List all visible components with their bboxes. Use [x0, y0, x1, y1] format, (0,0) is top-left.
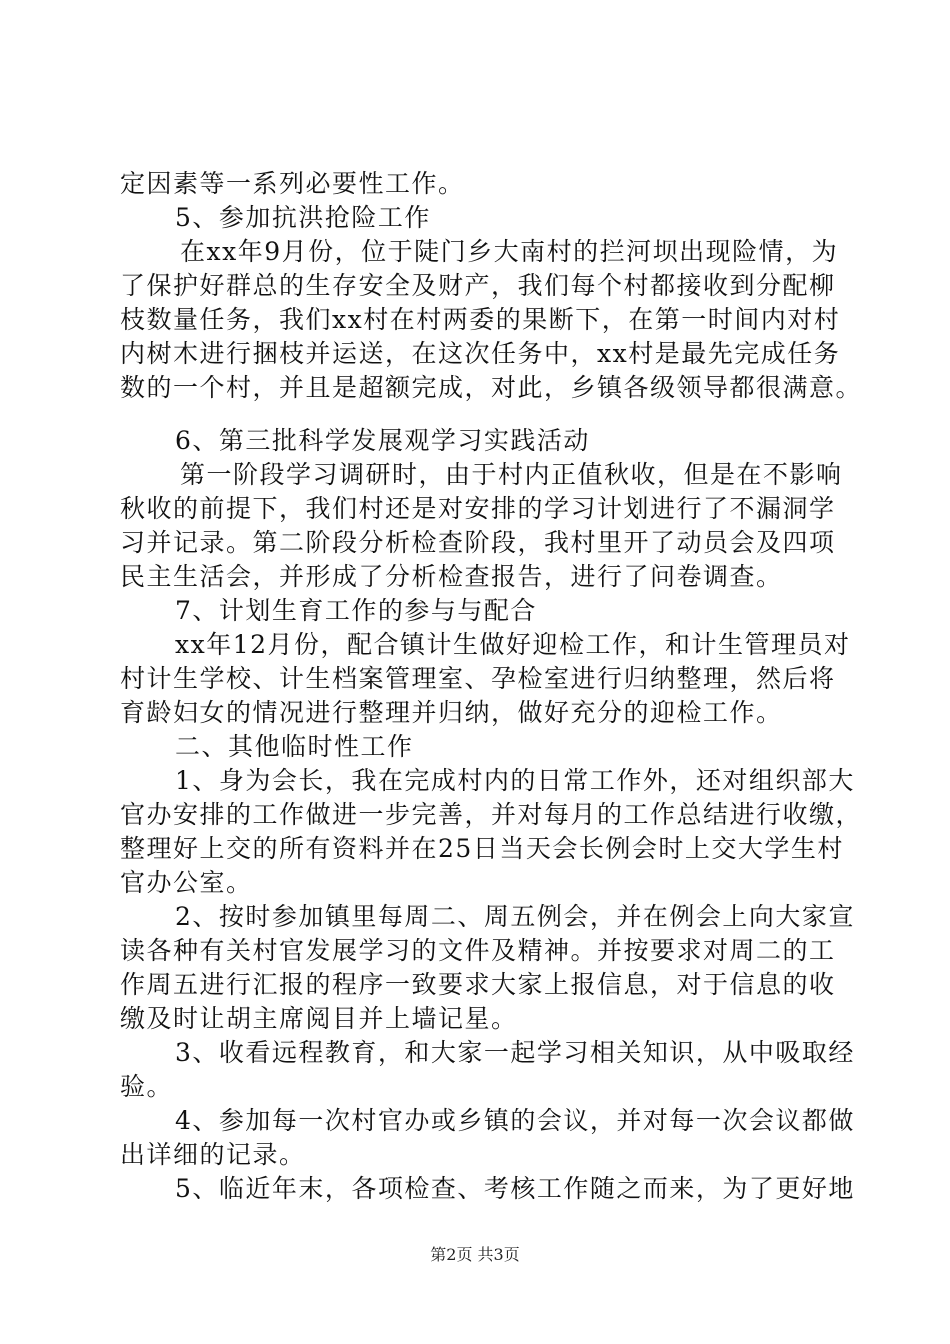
- section-heading: 7、计划生育工作的参与与配合: [175, 596, 537, 625]
- paragraph-line: 4、参加每一次村官办或乡镇的会议，并对每一次会议都做: [175, 1106, 855, 1135]
- paragraph-line: 第一阶段学习调研时，由于村内正值秋收，但是在不影响: [180, 460, 843, 489]
- paragraph-line: 官办安排的工作做进一步完善，并对每月的工作总结进行收缴，: [120, 800, 863, 829]
- section-heading: 5、参加抗洪抢险工作: [175, 203, 431, 232]
- paragraph-line: 验。: [120, 1072, 174, 1101]
- section-heading: 二、其他临时性工作: [175, 732, 414, 761]
- paragraph-line: 读各种有关村官发展学习的文件及精神。并按要求对周二的工: [120, 936, 836, 965]
- paragraph-line: 在xx年9月份，位于陡门乡大南村的拦河坝出现险情，为: [180, 237, 839, 266]
- paragraph-line: 2、按时参加镇里每周二、周五例会，并在例会上向大家宣: [175, 902, 855, 931]
- paragraph-line: 作周五进行汇报的程序一致要求大家上报信息，对于信息的收: [120, 970, 836, 999]
- paragraph-line: xx年12月份，配合镇计生做好迎检工作，和计生管理员对: [175, 630, 851, 659]
- paragraph-line: 3、收看远程教育，和大家一起学习相关知识，从中吸取经: [175, 1038, 855, 1067]
- paragraph-line: 习并记录。第二阶段分析检查阶段，我村里开了动员会及四项: [120, 528, 836, 557]
- paragraph-line: 育龄妇女的情况进行整理并归纳，做好充分的迎检工作。: [120, 698, 783, 727]
- paragraph-line: 秋收的前提下，我们村还是对安排的学习计划进行了不漏洞学: [120, 494, 836, 523]
- paragraph-line: 内树木进行捆枝并运送，在这次任务中，xx村是最先完成任务: [120, 339, 841, 368]
- paragraph-line: 官办公室。: [120, 868, 253, 897]
- paragraph-line: 数的一个村，并且是超额完成，对此，乡镇各级领导都很满意。: [120, 373, 863, 402]
- section-heading: 6、第三批科学发展观学习实践活动: [175, 426, 590, 455]
- paragraph-line: 1、身为会长，我在完成村内的日常工作外，还对组织部大: [175, 766, 855, 795]
- paragraph-line: 了保护好群总的生存安全及财产，我们每个村都接收到分配柳: [120, 271, 836, 300]
- paragraph-line: 民主生活会，并形成了分析检查报告，进行了问卷调查。: [120, 562, 783, 591]
- paragraph-line: 5、临近年末，各项检查、考核工作随之而来，为了更好地: [175, 1174, 855, 1203]
- paragraph-line: 定因素等一系列必要性工作。: [120, 169, 465, 198]
- paragraph-line: 枝数量任务，我们xx村在村两委的果断下，在第一时间内对村: [120, 305, 841, 334]
- paragraph-line: 整理好上交的所有资料并在25日当天会长例会时上交大学生村: [120, 834, 844, 863]
- paragraph-line: 缴及时让胡主席阅目并上墙记星。: [120, 1004, 518, 1033]
- paragraph-line: 村计生学校、计生档案管理室、孕检室进行归纳整理，然后将: [120, 664, 836, 693]
- paragraph-line: 出详细的记录。: [120, 1140, 306, 1169]
- page-number: 第2页 共3页: [430, 1245, 520, 1264]
